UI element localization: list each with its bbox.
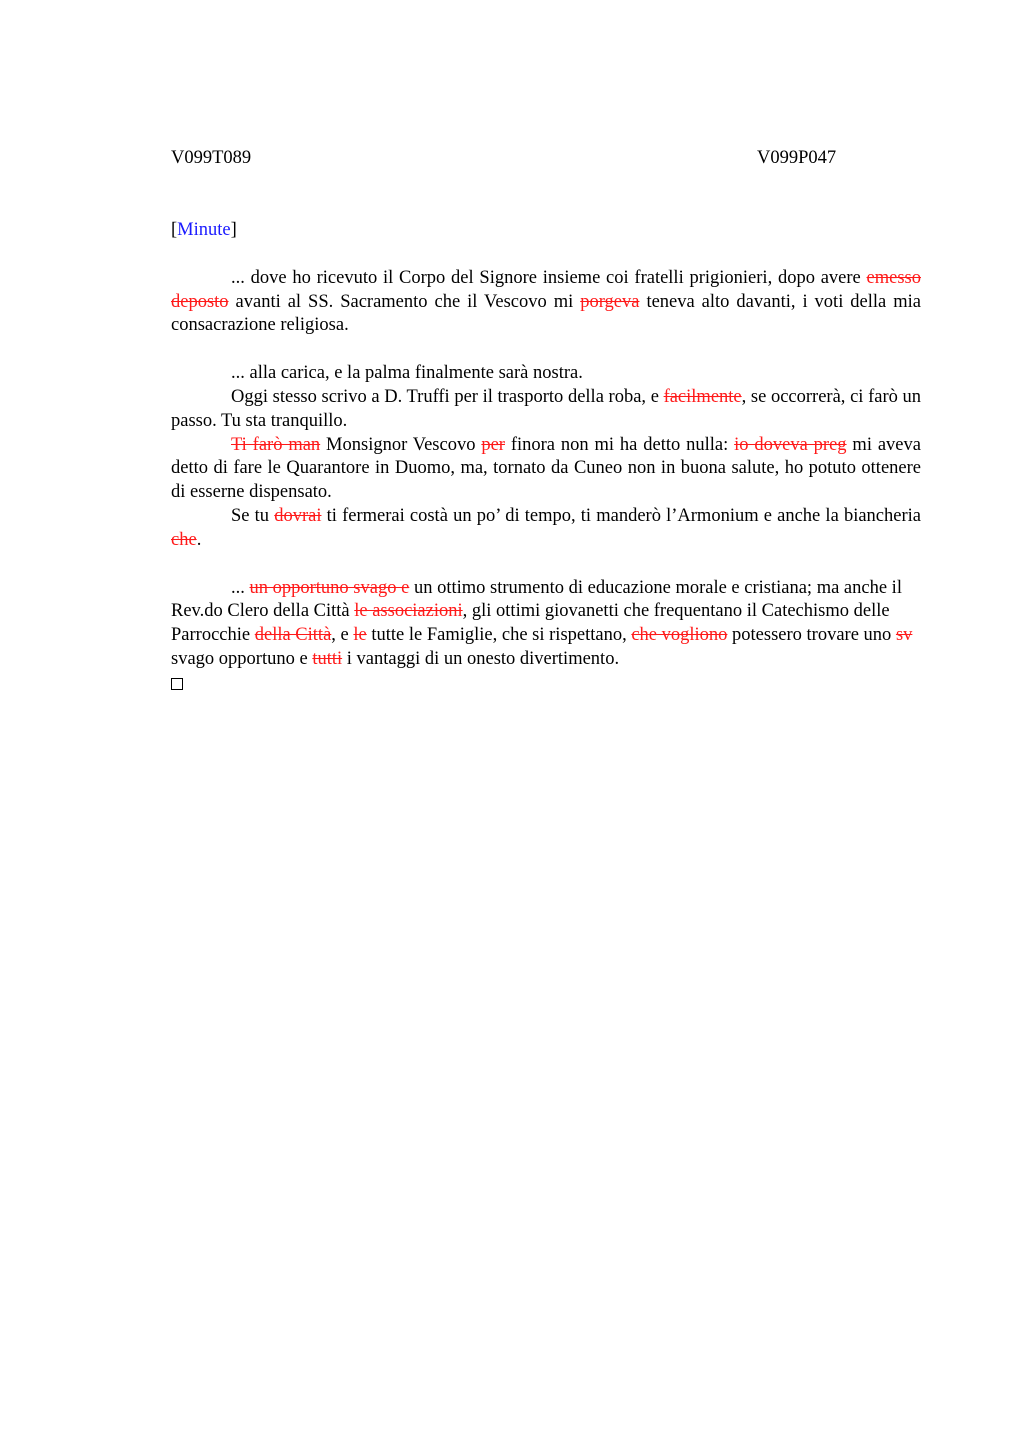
deleted-text: un opportuno svago e — [249, 577, 410, 598]
text-segment: , gli ottimi giovanetti che frequentano il Catechismo delle Parrocchie — [171, 601, 890, 646]
deleted-text: per — [481, 434, 505, 455]
document-code-left: V099T089 — [171, 148, 252, 168]
paragraph-2 — [171, 362, 921, 386]
deleted-text: porgeva — [580, 291, 640, 312]
document-code-right: V099P047 — [757, 148, 837, 168]
text-segment: Oggi stesso scrivo a D. Truffi per il trasporto della roba, e — [231, 386, 664, 407]
text-segment: teneva alto davanti, i voti della mia consacrazione religiosa. — [171, 291, 921, 336]
minute-open-bracket: [ — [171, 220, 178, 240]
document-page — [171, 147, 921, 698]
deleted-text: che — [171, 529, 197, 550]
text-segment: ... dove ho ricevuto il Corpo del Signore insieme coi fratelli prigionieri, dopo avere — [231, 267, 867, 288]
text-segment: ti fermerai costà un po’ di tempo, ti manderò l’Armonium e anche la biancheria — [321, 505, 921, 526]
paragraph-5 — [171, 505, 921, 553]
spacer — [171, 338, 921, 362]
empty-square-icon — [171, 678, 183, 690]
text-segment: ... alla carica, e la palma finalmente sarà nostra. — [231, 363, 583, 384]
text-segment: potessero trovare uno — [727, 625, 896, 646]
text-segment: svago opportuno e — [171, 648, 313, 669]
text-segment: tutte le Famiglie, che si rispettano, — [366, 625, 632, 646]
end-marker — [171, 672, 921, 698]
text-segment: . — [196, 529, 202, 550]
text-segment: mi aveva detto di fare le Quarantore in Duomo, ma, tornato da Cuneo non in buona salute, ho potuto ottenere di esserne dispensato. — [171, 434, 921, 503]
paragraph-6 — [171, 577, 921, 672]
paragraph-3 — [171, 386, 921, 434]
deleted-text: che vogliono — [631, 625, 728, 646]
paragraph-4 — [171, 434, 921, 505]
deleted-text: emesso deposto — [171, 267, 921, 312]
text-segment: avanti al SS. Sacramento che il Vescovo mi — [228, 291, 581, 312]
minute-heading — [171, 219, 921, 243]
deleted-text: io doveva preg — [734, 434, 847, 455]
document-header — [171, 147, 921, 171]
minute-close-bracket: ] — [230, 220, 237, 240]
text-segment: finora non mi ha detto nulla: — [504, 434, 735, 455]
deleted-text: tutti — [312, 648, 343, 669]
text-segment: , se occorrerà, ci farò un passo. Tu sta tranquillo. — [171, 386, 921, 431]
text-segment: ... — [231, 577, 250, 598]
text-segment: un ottimo strumento di educazione morale e cristiana; ma anche il Rev.do Clero della Città — [171, 577, 902, 622]
text-segment: , e — [331, 625, 354, 646]
deleted-text: dovrai — [274, 505, 322, 526]
text-segment: Monsignor Vescovo — [320, 434, 482, 455]
deleted-text: le — [353, 625, 367, 646]
deleted-text: Ti farò man — [231, 434, 321, 455]
text-segment: i vantaggi di un onesto divertimento. — [342, 648, 620, 669]
minute-label: Minute — [177, 220, 231, 240]
spacer — [171, 243, 921, 267]
paragraph-1 — [171, 267, 921, 338]
deleted-text: le associazioni — [354, 601, 463, 622]
deleted-text: della Città — [254, 625, 332, 646]
deleted-text: facilmente — [663, 386, 742, 407]
deleted-text: sv — [895, 625, 913, 646]
text-segment: Se tu — [231, 505, 275, 526]
spacer — [171, 553, 921, 577]
